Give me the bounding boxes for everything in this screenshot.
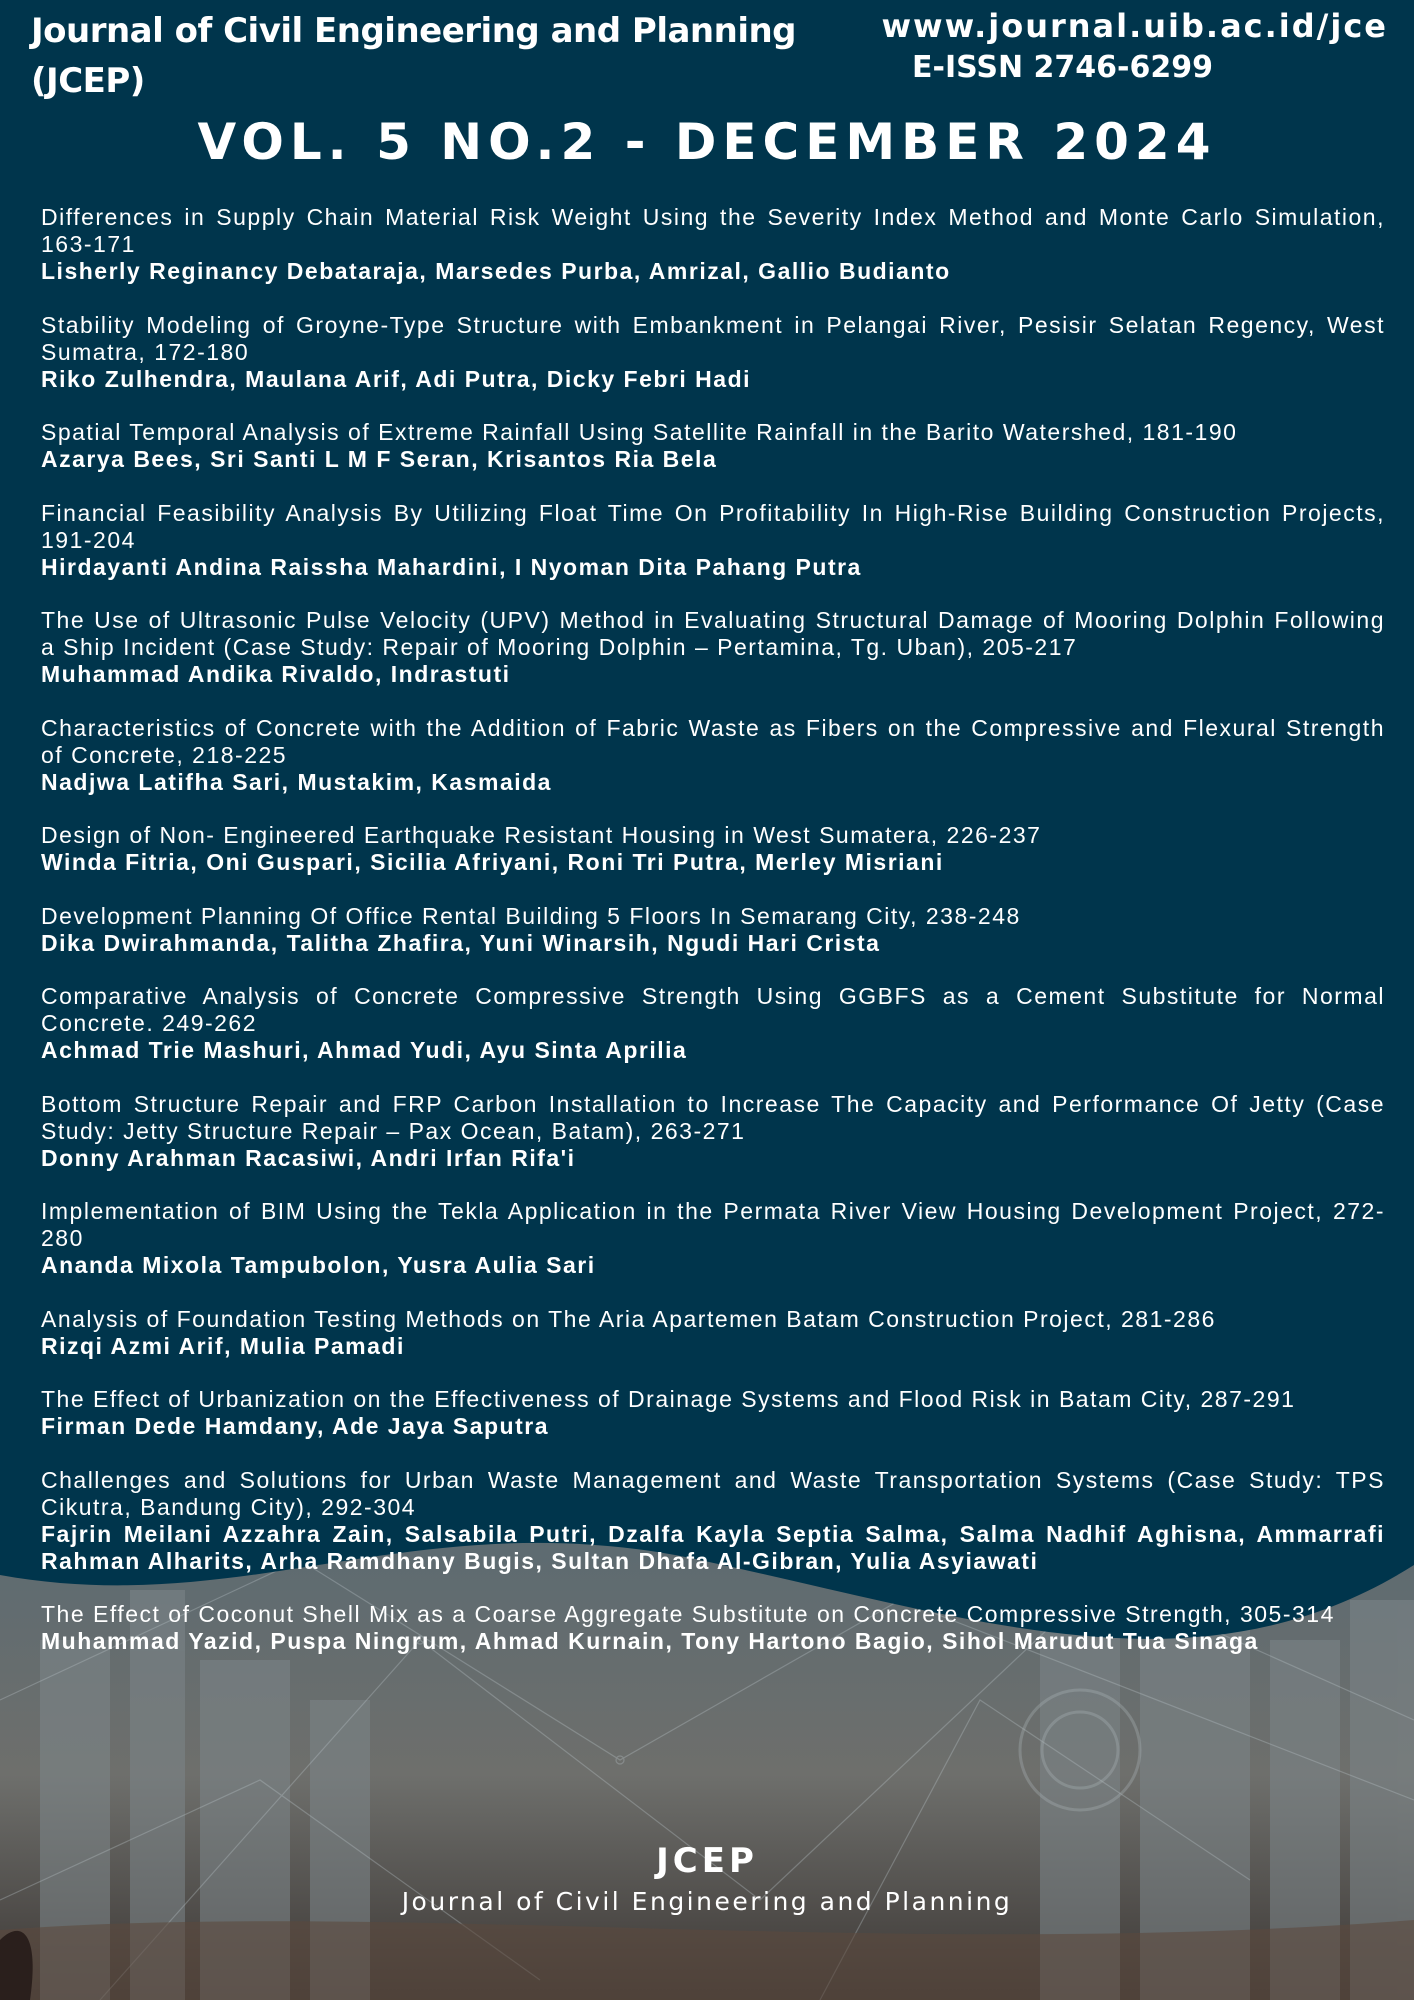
footer-journal-name: Journal of Civil Engineering and Planning [401, 1887, 1013, 1916]
article-authors: Winda Fitria, Oni Guspari, Sicilia Afriyani, Roni Tri Putra, Merley Misriani [41, 849, 944, 875]
article-authors: Azarya Bees, Sri Santi L M F Seran, Krisantos Ria Bela [41, 446, 718, 472]
article-item [41, 983, 1385, 1064]
volume-title: VOL. 5 NO.2 - DECEMBER 2024 [197, 113, 1217, 171]
article-title: The Use of Ultrasonic Pulse Velocity (UPV) Method in Evaluating Structural Damage of Mooring Dolphin Following a Ship Incident (Case Study: Repair of Mooring Dolphin – Pertamina, Tg. Uban), 205-217 [41, 607, 1385, 660]
table-of-contents [41, 204, 1385, 1682]
article-item [41, 1198, 1385, 1279]
article-authors: Muhammad Yazid, Puspa Ningrum, Ahmad Kurnain, Tony Hartono Bagio, Sihol Marudut Tua Sinaga [41, 1628, 1259, 1654]
article-title: Spatial Temporal Analysis of Extreme Rainfall Using Satellite Rainfall in the Barito Watershed, 181-190 [41, 419, 1238, 445]
article-title: Challenges and Solutions for Urban Waste Management and Waste Transportation Systems (Case Study: TPS Cikutra, Bandung City), 292-304 [41, 1466, 1385, 1520]
article-item [41, 419, 1385, 473]
article-item [41, 715, 1385, 796]
article-authors: Rizqi Azmi Arif, Mulia Pamadi [41, 1332, 405, 1359]
article-title: Bottom Structure Repair and FRP Carbon Installation to Increase The Capacity and Performance Of Jetty (Case Study: Jetty Structure Repair – Pax Ocean, Batam), 263-271 [41, 1090, 1385, 1144]
article-authors: Dika Dwirahmanda, Talitha Zhafira, Yuni Winarsih, Ngudi Hari Crista [41, 929, 881, 956]
article-title: Differences in Supply Chain Material Risk Weight Using the Severity Index Method and Monte Carlo Simulation, 163-171 [41, 204, 1385, 257]
article-title: The Effect of Urbanization on the Effectiveness of Drainage Systems and Flood Risk in Batam City, 287-291 [41, 1386, 1296, 1412]
article-item [41, 204, 1385, 285]
article-authors: Riko Zulhendra, Maulana Arif, Adi Putra, Dicky Febri Hadi [41, 365, 752, 392]
article-title: Analysis of Foundation Testing Methods on The Aria Apartemen Batam Construction Project, 281-286 [41, 1305, 1216, 1332]
journal-name: Journal of Civil Engineering and Planning (JCEP) [31, 11, 797, 101]
footer-journal-abbreviation: JCEP [656, 1841, 758, 1881]
article-authors: Ananda Mixola Tampubolon, Yusra Aulia Sari [41, 1252, 596, 1278]
article-title: Financial Feasibility Analysis By Utilizing Float Time On Profitability In High-Rise Building Construction Projects, 191-204 [41, 499, 1385, 553]
article-authors: Hirdayanti Andina Raissha Mahardini, I Nyoman Dita Pahang Putra [41, 553, 862, 580]
article-authors: Achmad Trie Mashuri, Ahmad Yudi, Ayu Sinta Aprilia [41, 1037, 688, 1063]
article-item [41, 1091, 1385, 1172]
article-authors: Fajrin Meilani Azzahra Zain, Salsabila Putri, Dzalfa Kayla Septia Salma, Salma Nadhif Aghisna, Ammarrafi Rahman Alharits, Arha Ramdhany Bugis, Sultan Dhafa Al-Gibran, Yulia Asyiawati [41, 1520, 1385, 1574]
article-title: Implementation of BIM Using the Tekla Application in the Permata River View Housing Development Project, 272-280 [41, 1198, 1385, 1251]
article-item [41, 312, 1385, 393]
article-title: Design of Non- Engineered Earthquake Resistant Housing in West Sumatera, 226-237 [41, 822, 1042, 848]
article-item [41, 1386, 1385, 1440]
journal-url: www.journal.uib.ac.id/jce [881, 7, 1388, 45]
article-item [41, 607, 1385, 688]
article-item [41, 500, 1385, 581]
article-title: Characteristics of Concrete with the Addition of Fabric Waste as Fibers on the Compressive and Flexural Strength of Concrete, 218-225 [41, 714, 1385, 768]
article-authors: Muhammad Andika Rivaldo, Indrastuti [41, 661, 511, 687]
article-title: Comparative Analysis of Concrete Compressive Strength Using GGBFS as a Cement Substitute for Normal Concrete. 249-262 [41, 983, 1385, 1036]
article-authors: Nadjwa Latifha Sari, Mustakim, Kasmaida [41, 768, 552, 795]
article-title: Development Planning Of Office Rental Building 5 Floors In Semarang City, 238-248 [41, 902, 1021, 929]
article-authors: Lisherly Reginancy Debataraja, Marsedes Purba, Amrizal, Gallio Budianto [41, 258, 951, 284]
article-item [41, 1306, 1385, 1360]
journal-issn: E-ISSN 2746-6299 [912, 50, 1213, 85]
article-item [41, 1601, 1385, 1655]
article-item [41, 822, 1385, 876]
article-authors: Donny Arahman Racasiwi, Andri Irfan Rifa'i [41, 1144, 576, 1171]
article-item [41, 903, 1385, 957]
article-title: Stability Modeling of Groyne-Type Structure with Embankment in Pelangai River, Pesisir Selatan Regency, West Sumatra, 172-180 [41, 311, 1385, 365]
article-title: The Effect of Coconut Shell Mix as a Coarse Aggregate Substitute on Concrete Compressive Strength, 305-314 [41, 1601, 1335, 1627]
article-authors: Firman Dede Hamdany, Ade Jaya Saputra [41, 1413, 549, 1439]
article-item [41, 1467, 1385, 1575]
